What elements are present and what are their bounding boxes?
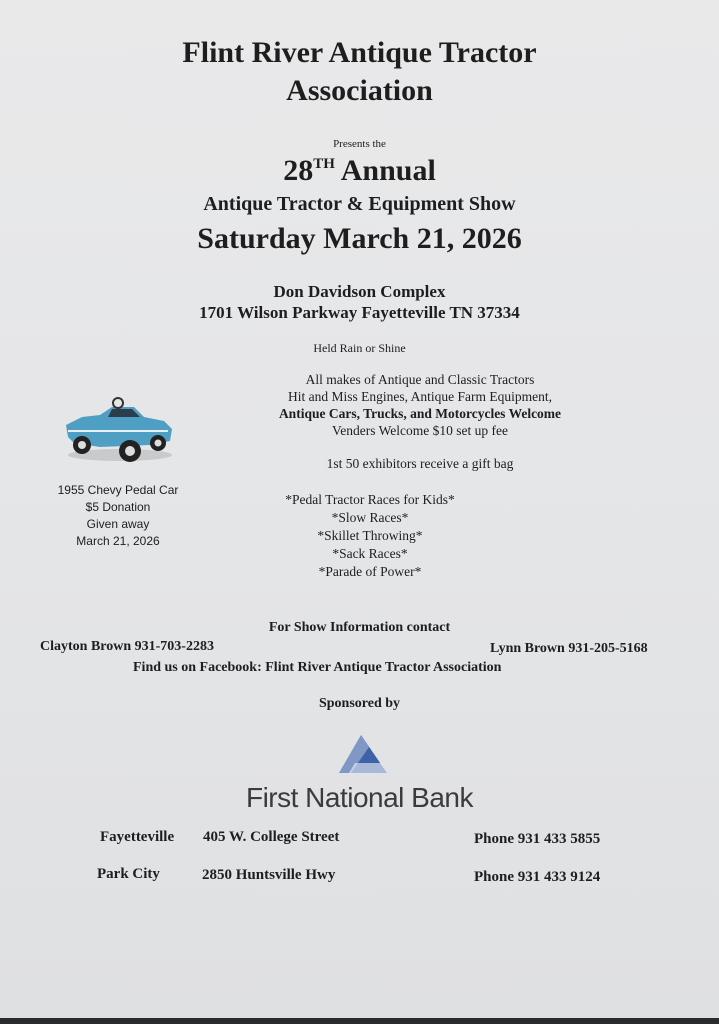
branch-city: Fayetteville: [100, 829, 175, 845]
info-line: Venders Welcome $10 set up fee: [332, 423, 508, 438]
flyer-title-line1: Flint River Antique Tractor: [182, 36, 537, 69]
car-hubcap-back: [155, 440, 162, 447]
event-item: *Sack Races*: [332, 546, 408, 561]
car-caption-line: Given away: [86, 517, 150, 531]
contact-heading: For Show Information contact: [268, 620, 451, 635]
annual-heading: [0, 154, 719, 188]
car-hubcap-front: [78, 441, 86, 449]
event-item: *Parade of Power*: [318, 564, 422, 579]
info-line: Hit and Miss Engines, Antique Farm Equipment,: [288, 389, 552, 404]
bank-logo-icon: [337, 733, 389, 775]
branch-phone: Phone 931 433 5855: [474, 831, 601, 847]
venue-address: 1701 Wilson Parkway Fayetteville TN 37334: [199, 303, 520, 322]
branch-address: 405 W. College Street: [203, 829, 340, 845]
info-line: All makes of Antique and Classic Tractors: [305, 372, 535, 387]
venue-name: Don Davidson Complex: [273, 282, 446, 301]
annual-suffix: TH: [313, 156, 335, 172]
presents-text: Presents the: [333, 138, 386, 150]
info-line: Antique Cars, Trucks, and Motorcycles Welcome: [278, 406, 562, 421]
branch-address: 2850 Huntsville Hwy: [202, 867, 336, 883]
event-item: *Slow Races*: [331, 510, 409, 525]
car-caption-line: $5 Donation: [85, 500, 151, 514]
pedal-car-image: [60, 393, 178, 465]
car-caption-line: March 21, 2026: [76, 534, 160, 548]
show-date: Saturday March 21, 2026: [197, 222, 522, 255]
contact-clayton: Clayton Brown 931-703-2283: [40, 639, 214, 654]
sponsored-by-label: Sponsored by: [318, 696, 401, 711]
branch-city: Park City: [97, 866, 160, 882]
branch-phone: Phone 931 433 9124: [474, 869, 601, 885]
flyer-title-line2: Association: [286, 74, 433, 107]
bank-name: First National Bank: [245, 782, 474, 813]
event-item: *Pedal Tractor Races for Kids*: [285, 492, 455, 507]
car-caption-line: 1955 Chevy Pedal Car: [57, 483, 179, 497]
bank-logo-band: [349, 763, 387, 773]
facebook-note: Find us on Facebook: Flint River Antique Tractor Association: [133, 660, 502, 675]
steering-wheel: [113, 398, 123, 408]
gift-bag-note: 1st 50 exhibitors receive a gift bag: [326, 456, 514, 471]
event-item: *Skillet Throwing*: [317, 528, 423, 543]
show-name: Antique Tractor & Equipment Show: [203, 193, 516, 215]
car-hubcap-rear: [125, 446, 135, 456]
annual-number: 28: [283, 154, 314, 187]
annual-word: Annual: [340, 154, 436, 187]
weather-note: Held Rain or Shine: [313, 341, 406, 355]
contact-lynn: Lynn Brown 931-205-5168: [490, 641, 648, 656]
